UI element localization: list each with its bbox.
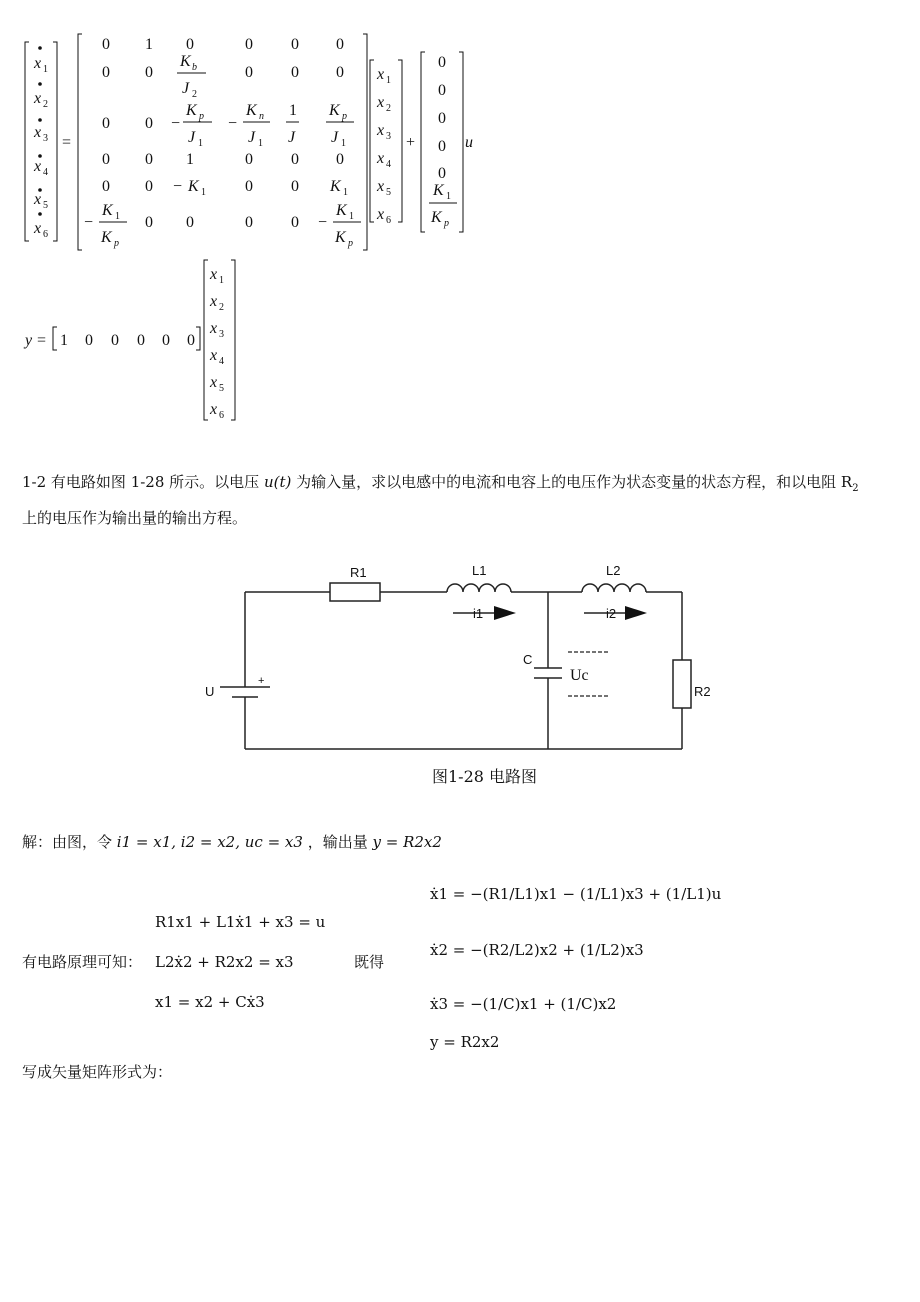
svg-text:K: K [188,178,199,195]
circuit-equation-1: R1x1 + L1ẋ1 + x3 = u [155,913,326,931]
input-voltage-symbol: u(t) [263,473,292,491]
svg-text:x: x [377,150,385,167]
svg-text:x: x [34,90,42,107]
inductor-L1 [447,584,511,592]
svg-text:=: = [37,332,47,349]
svg-text:0: 0 [291,178,299,195]
inductor-L2 [582,584,646,592]
label-i2: i2 [606,606,617,621]
svg-text:p: p [342,111,347,122]
capacitor-C [534,668,562,678]
svg-text:0: 0 [438,138,446,155]
svg-text:0: 0 [145,64,153,81]
svg-text:K: K [431,209,442,226]
svg-text:x: x [210,320,218,337]
svg-text:K: K [246,102,257,119]
svg-text:x: x [377,178,385,195]
svg-text:J: J [288,129,296,146]
svg-text:−: − [228,115,238,132]
label-Uc: Uc [570,667,589,684]
problem-text-b: 为输入量，求以电感中的电流和电容上的电压作为状态变量的状态方程，和以电阻 R [296,473,853,491]
svg-text:0: 0 [245,178,253,195]
svg-text:5: 5 [43,200,48,211]
svg-text:0: 0 [245,151,253,168]
svg-text:1: 1 [258,138,263,149]
svg-text:0: 0 [162,332,170,349]
svg-text:0: 0 [145,178,153,195]
svg-text:0: 0 [291,151,299,168]
svg-text:x: x [377,66,385,83]
svg-text:0: 0 [245,214,253,231]
svg-text:2: 2 [192,89,197,100]
svg-text:K: K [102,202,113,219]
svg-text:1: 1 [289,102,297,119]
svg-text:1: 1 [219,275,224,286]
svg-text:0: 0 [438,82,446,99]
svg-text:x: x [34,158,42,175]
svg-text:J: J [182,80,190,97]
label-R1: R1 [350,565,367,580]
circuit-equation-3: x1 = x2 + Cẋ3 [155,993,265,1011]
svg-text:1: 1 [145,36,153,53]
derived-equation-1: ẋ1 = −(R1/L1)x1 − (1/L1)x3 + (1/L1)u [430,885,722,903]
svg-text:1: 1 [349,211,354,222]
svg-text:1: 1 [446,191,451,202]
svg-text:x: x [377,94,385,111]
resistor-subscript: 2 [852,483,859,494]
label-plus: + [258,675,265,687]
principle-label: 有电路原理可知： [22,953,143,971]
svg-text:1: 1 [60,332,68,349]
svg-text:0: 0 [336,151,344,168]
svg-text:−: − [171,115,181,132]
svg-text:+: + [406,134,416,151]
svg-text:3: 3 [43,133,48,144]
svg-text:0: 0 [145,115,153,132]
svg-text:0: 0 [186,214,194,231]
svg-text:x: x [210,293,218,310]
svg-text:1: 1 [43,64,48,75]
svg-text:0: 0 [291,36,299,53]
svg-text:−: − [84,214,94,231]
svg-text:6: 6 [386,215,391,226]
svg-text:4: 4 [219,356,224,367]
svg-text:0: 0 [438,110,446,127]
derived-equation-3: ẋ3 = −(1/C)x1 + (1/C)x2 [430,995,617,1013]
svg-text:0: 0 [102,36,110,53]
svg-text:6: 6 [219,410,224,421]
svg-text:1: 1 [386,75,391,86]
svg-text:K: K [433,182,444,199]
solution-intro [22,832,442,852]
svg-text:2: 2 [386,103,391,114]
svg-text:0: 0 [291,64,299,81]
svg-text:0: 0 [186,36,194,53]
svg-text:0: 0 [438,165,446,182]
label-L1: L1 [472,563,487,578]
svg-text:J: J [188,129,196,146]
svg-text:K: K [329,102,340,119]
svg-text:K: K [336,202,347,219]
svg-text:−: − [173,178,183,195]
label-i1: i1 [473,606,484,621]
svg-text:x: x [377,206,385,223]
svg-text:K: K [101,229,112,246]
svg-text:2: 2 [219,302,224,313]
closing-line: 写成矢量矩阵形式为： [22,1063,173,1081]
resistor-R2 [673,660,691,708]
label-C: C [523,652,533,667]
svg-text:y: y [25,332,33,349]
voltage-source-U [220,687,270,697]
svg-text:0: 0 [102,115,110,132]
svg-text:0: 0 [187,332,195,349]
svg-text:0: 0 [111,332,119,349]
svg-text:0: 0 [102,151,110,168]
label-R2: R2 [694,684,711,699]
svg-text:4: 4 [43,167,48,178]
svg-text:1: 1 [201,187,206,198]
svg-text:K: K [186,102,197,119]
svg-text:0: 0 [85,332,93,349]
svg-text:4: 4 [386,159,391,170]
svg-text:1: 1 [198,138,203,149]
svg-text:J: J [248,129,256,146]
svg-text:5: 5 [386,187,391,198]
resistor-R1 [330,583,380,601]
svg-text:3: 3 [386,131,391,142]
svg-text:0: 0 [438,54,446,71]
svg-text:0: 0 [102,178,110,195]
svg-text:1: 1 [341,138,346,149]
svg-text:x: x [210,374,218,391]
derived-equation-4: y = R2x2 [430,1033,500,1051]
svg-text:0: 0 [291,214,299,231]
svg-text:x: x [34,220,42,237]
svg-text:x: x [34,191,42,208]
solution-intro-b: ，输出量 [307,833,368,851]
svg-text:0: 0 [245,36,253,53]
svg-text:K: K [180,53,191,70]
label-U: U [205,684,215,699]
svg-text:0: 0 [145,214,153,231]
circuit-equation-2: L2ẋ2 + R2x2 = x3 [155,953,294,971]
problem-line-2: 上的电压作为输出量的输出方程。 [22,509,248,527]
svg-text:K: K [335,229,346,246]
output-definition: y = R2x2 [372,833,442,851]
svg-text:0: 0 [245,64,253,81]
svg-text:n: n [259,111,264,122]
svg-text:1: 1 [186,151,194,168]
svg-text:2: 2 [43,99,48,110]
svg-text:x: x [34,124,42,141]
svg-text:0: 0 [102,64,110,81]
svg-text:5: 5 [219,383,224,394]
svg-text:x: x [34,55,42,72]
svg-text:6: 6 [43,229,48,240]
svg-text:x: x [377,122,385,139]
svg-text:J: J [331,129,339,146]
svg-text:p: p [199,111,204,122]
svg-text:1: 1 [343,187,348,198]
svg-text:=: = [62,134,72,151]
svg-text:K: K [330,178,341,195]
svg-text:0: 0 [137,332,145,349]
svg-text:b: b [192,62,197,73]
svg-text:1: 1 [115,211,120,222]
svg-text:p: p [348,238,353,249]
svg-text:x: x [210,266,218,283]
svg-text:x: x [210,347,218,364]
svg-text:x: x [210,401,218,418]
svg-text:−: − [318,214,328,231]
svg-text:3: 3 [219,329,224,340]
svg-text:0: 0 [145,151,153,168]
svg-text:0: 0 [336,64,344,81]
svg-text:p: p [444,218,449,229]
derived-equation-2: ẋ2 = −(R2/L2)x2 + (1/L2)x3 [430,941,644,959]
current-arrow-i1 [453,606,516,620]
figure-caption: 图1-28 电路图 [432,767,538,786]
problem-text-a: 1-2 有电路如图 1-28 所示。以电压 [22,473,260,491]
svg-text:0: 0 [336,36,344,53]
svg-text:u: u [465,134,473,151]
svg-text:p: p [114,238,119,249]
label-L2: L2 [606,563,621,578]
variable-definitions: i1 = x1, i2 = x2, uc = x3 [116,833,303,851]
solution-intro-a: 解：由图，令 [22,833,113,851]
hence-label: 既得 [354,953,385,971]
